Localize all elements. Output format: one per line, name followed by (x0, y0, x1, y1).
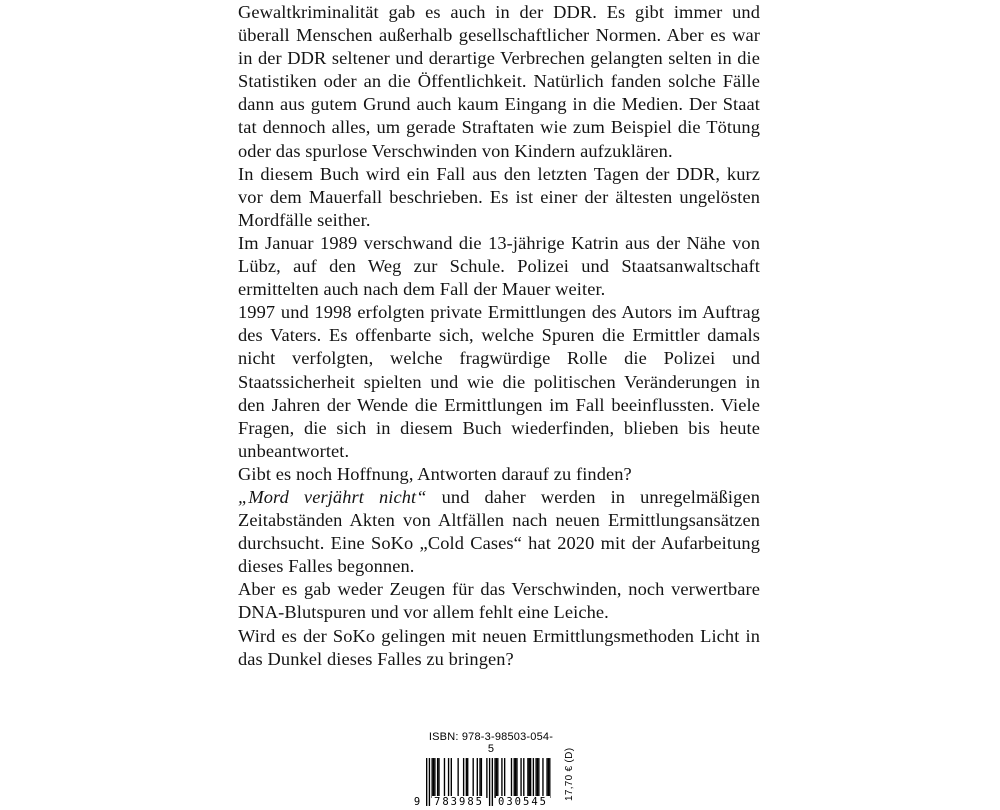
quote-text: „Mord verjährt nicht“ (238, 486, 427, 507)
paragraph-text: und daher werden in unregelmäßigen Zeitabständen Akten von Altfällen nach neuen Ermittlungsansätzen durchsucht. Eine SoKo „Cold Cases“ hat 2020 mit der Aufarbeitung dieses Falles begonnen. (238, 486, 760, 577)
barcode-digit-group: 9 (413, 796, 423, 808)
paragraph: Gewaltkriminalität gab es auch in der DDR. Es gibt immer und überall Menschen außerhalb gesellschaftlicher Normen. Aber es war in der DDR seltener und derartige Verbrechen gelangten selten in die Statistiken oder an die Öffentlichkeit. Natürlich fanden solche Fälle dann aus gutem Grund auch kaum Eingang in die Medien. Der Staat tat dennoch alles, um gerade Straftaten wie zum Beispiel die Tötung oder das spurlose Verschwinden von Kindern aufzuklären. (238, 2, 760, 161)
blurb-text-column (238, 1, 760, 671)
paragraph: Aber es gab weder Zeugen für das Verschwinden, noch verwertbare DNA-Blutspuren und vor allem fehlt eine Leiche. (238, 579, 760, 623)
isbn-label: ISBN: 978-3-98503-054-5 (428, 731, 554, 755)
isbn-barcode-block (413, 731, 596, 808)
barcode-digit-group: 783985 (432, 796, 486, 809)
paragraph: Gibt es noch Hoffnung, Antworten darauf zu finden? (238, 463, 632, 484)
paragraph: 1997 und 1998 erfolgten private Ermittlungen des Autors im Auftrag des Vaters. Es offenbarte sich, welche Spuren die Ermittler damals nicht verfolgten, welche fragwürdige Rolle die Polizei und Staatssicherheit spielten und wie die politischen Veränderungen in den Jahren der Wende die Ermittlungen im Fall beeinflussten. Viele Fragen, die sich in diesem Buch wiederfinden, blieben bis heute unbeantwortet. (238, 302, 760, 461)
barcode-digit-group: 030545 (496, 796, 550, 809)
price-label: 17,70 € (D) (564, 747, 575, 801)
barcode (413, 758, 556, 810)
paragraph (238, 486, 760, 578)
paragraph: Im Januar 1989 verschwand die 13-jährige Katrin aus der Nähe von Lübz, auf den Weg zur Schule. Polizei und Staatsanwaltschaft ermittelten auch nach dem Fall der Mauer weiter. (238, 232, 760, 300)
paragraph: Wird es der SoKo gelingen mit neuen Ermittlungsmethoden Licht in das Dunkel dieses Falles zu bringen? (238, 625, 760, 669)
paragraph: In diesem Buch wird ein Fall aus den letzten Tagen der DDR, kurz vor dem Mauerfall beschrieben. Es ist einer der ältesten ungelösten Mordfälle seither. (238, 163, 760, 230)
